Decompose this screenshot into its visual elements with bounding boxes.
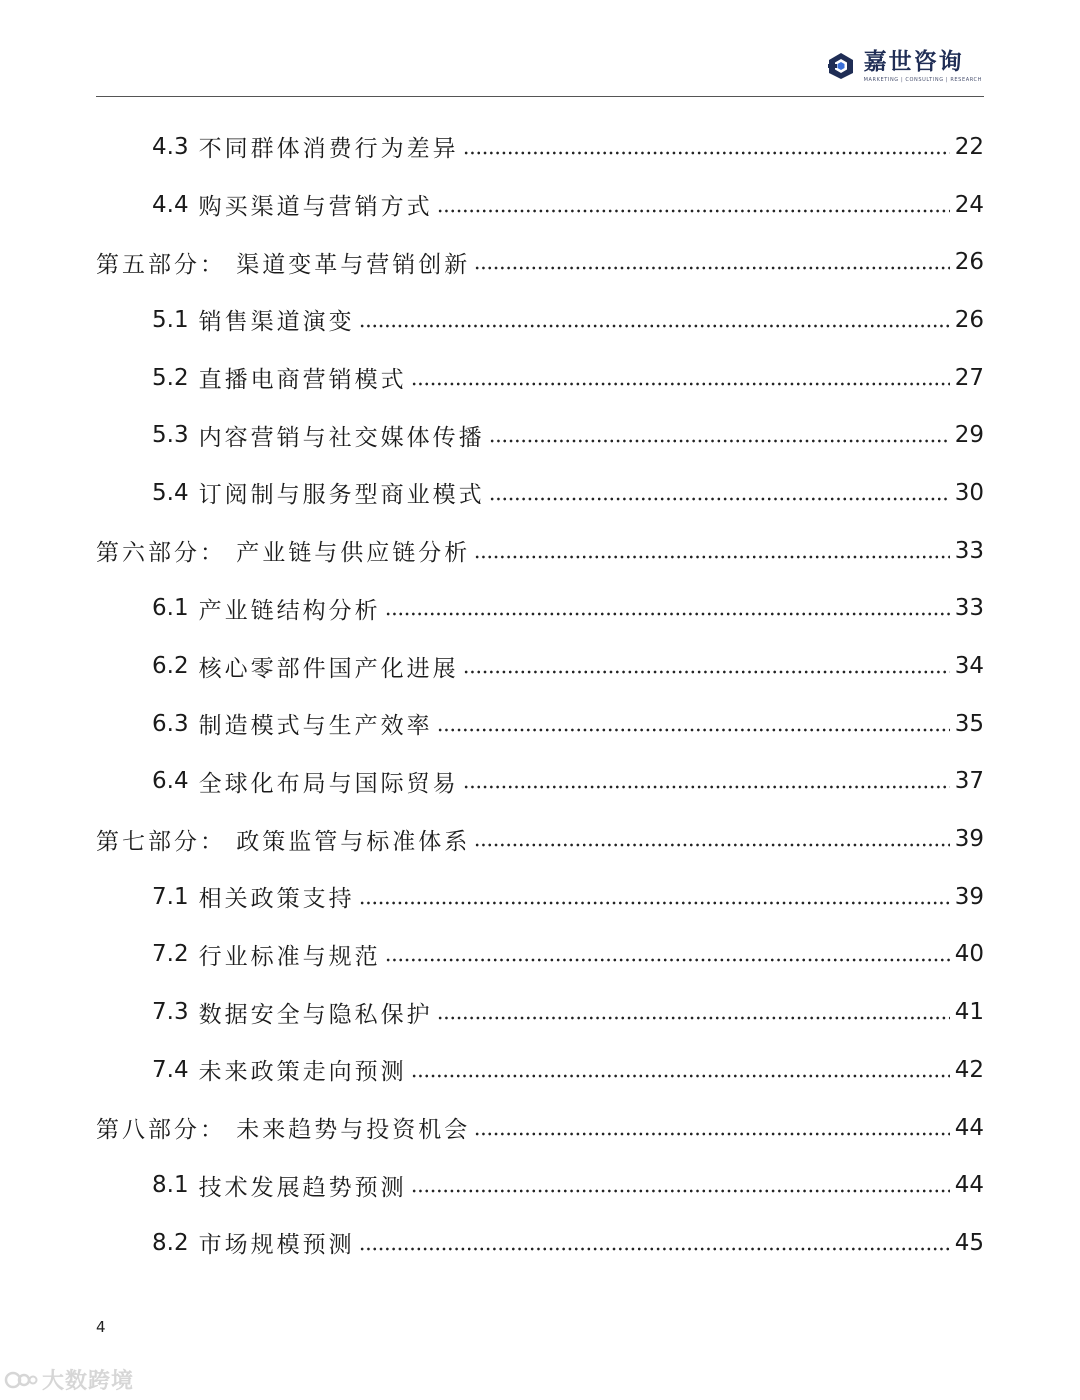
toc-subsection-entry[interactable] bbox=[96, 176, 984, 234]
toc-entry-number: 7.3 bbox=[152, 999, 189, 1026]
toc-subsection-entry[interactable] bbox=[96, 118, 984, 176]
toc-entry-page: 45 bbox=[954, 1229, 984, 1256]
toc-entry-page: 35 bbox=[954, 710, 984, 737]
toc-entry-number: 7.4 bbox=[152, 1056, 189, 1083]
toc-subsection-entry[interactable] bbox=[96, 983, 984, 1041]
brand-logo bbox=[826, 44, 982, 88]
toc-entry-number: 8.2 bbox=[152, 1229, 189, 1256]
toc-entry-number: 5.1 bbox=[152, 306, 189, 333]
toc-section-entry[interactable] bbox=[96, 1099, 984, 1157]
brand-name: 嘉世咨询 bbox=[863, 49, 964, 75]
toc-dot-leader bbox=[437, 1015, 950, 1021]
toc-entry-title: 市场规模预测 bbox=[198, 1232, 355, 1259]
toc-dot-leader bbox=[474, 554, 950, 560]
toc-entry-number: 6.3 bbox=[152, 710, 189, 737]
toc-entry-page: 26 bbox=[954, 306, 984, 333]
toc-entry-page: 44 bbox=[954, 1172, 984, 1199]
toc-entry-title: 相关政策支持 bbox=[198, 886, 355, 913]
toc-subsection-entry[interactable] bbox=[96, 1214, 984, 1272]
toc-dot-leader bbox=[463, 784, 950, 790]
toc-entry-page: 41 bbox=[954, 999, 984, 1026]
toc-entry-title: 行业标准与规范 bbox=[198, 943, 381, 970]
toc-dot-leader bbox=[474, 265, 950, 271]
cube-logo-icon bbox=[826, 51, 856, 81]
toc-entry-title: 第六部分： 产业链与供应链分析 bbox=[96, 540, 471, 567]
toc-dot-leader bbox=[463, 669, 950, 675]
toc-entry-title: 销售渠道演变 bbox=[198, 309, 355, 336]
toc-entry-number: 6.1 bbox=[152, 595, 189, 622]
toc-dot-leader bbox=[359, 323, 950, 329]
toc-entry-title: 第八部分： 未来趋势与投资机会 bbox=[96, 1117, 471, 1144]
toc-dot-leader bbox=[359, 1246, 950, 1252]
toc-entry-title: 核心零部件国产化进展 bbox=[198, 655, 459, 682]
toc-dot-leader bbox=[411, 1073, 950, 1079]
toc-entry-title: 第五部分： 渠道变革与营销创新 bbox=[96, 251, 471, 278]
toc-subsection-entry[interactable] bbox=[96, 1041, 984, 1099]
toc-entry-title: 不同群体消费行为差异 bbox=[198, 136, 459, 163]
toc-entry-title: 未来政策走向预测 bbox=[198, 1059, 407, 1086]
header-divider bbox=[96, 96, 984, 97]
toc-subsection-entry[interactable] bbox=[96, 349, 984, 407]
toc-subsection-entry[interactable] bbox=[96, 406, 984, 464]
toc-subsection-entry[interactable] bbox=[96, 926, 984, 984]
toc-entry-number: 4.4 bbox=[152, 191, 189, 218]
toc-entry-title: 数据安全与隐私保护 bbox=[198, 1001, 433, 1028]
watermark-logo-icon bbox=[4, 1369, 38, 1391]
toc-entry-page: 33 bbox=[954, 595, 984, 622]
toc-dot-leader bbox=[437, 208, 950, 214]
toc-entry-page: 40 bbox=[954, 941, 984, 968]
toc-section-entry[interactable] bbox=[96, 522, 984, 580]
toc-subsection-entry[interactable] bbox=[96, 580, 984, 638]
toc-entry-page: 22 bbox=[954, 133, 984, 160]
toc-subsection-entry[interactable] bbox=[96, 868, 984, 926]
toc-entry-page: 27 bbox=[954, 364, 984, 391]
toc-dot-leader bbox=[437, 727, 950, 733]
toc-entry-page: 24 bbox=[954, 191, 984, 218]
toc-entry-page: 34 bbox=[954, 653, 984, 680]
toc-entry-number: 5.4 bbox=[152, 479, 189, 506]
toc-entry-title: 第七部分： 政策监管与标准体系 bbox=[96, 828, 471, 855]
toc-dot-leader bbox=[385, 611, 950, 617]
watermark bbox=[4, 1364, 134, 1395]
toc-entry-page: 30 bbox=[954, 479, 984, 506]
toc-entry-number: 4.3 bbox=[152, 133, 189, 160]
toc-entry-title: 产业链结构分析 bbox=[198, 597, 381, 624]
toc-dot-leader bbox=[411, 381, 950, 387]
table-of-contents bbox=[96, 118, 984, 1272]
toc-dot-leader bbox=[474, 842, 950, 848]
toc-entry-page: 26 bbox=[954, 249, 984, 276]
toc-subsection-entry[interactable] bbox=[96, 464, 984, 522]
toc-entry-number: 8.1 bbox=[152, 1172, 189, 1199]
toc-entry-number: 5.2 bbox=[152, 364, 189, 391]
toc-subsection-entry[interactable] bbox=[96, 753, 984, 811]
toc-subsection-entry[interactable] bbox=[96, 1156, 984, 1214]
toc-entry-number: 7.1 bbox=[152, 883, 189, 910]
toc-entry-page: 29 bbox=[954, 422, 984, 449]
toc-entry-title: 全球化布局与国际贸易 bbox=[198, 770, 459, 797]
toc-entry-title: 内容营销与社交媒体传播 bbox=[198, 424, 485, 451]
toc-dot-leader bbox=[463, 150, 950, 156]
toc-dot-leader bbox=[474, 1131, 950, 1137]
toc-section-entry[interactable] bbox=[96, 810, 984, 868]
toc-entry-title: 直播电商营销模式 bbox=[198, 367, 407, 394]
brand-tagline: MARKETING | CONSULTING | RESEARCH bbox=[863, 77, 982, 83]
toc-entry-number: 5.3 bbox=[152, 422, 189, 449]
page-number: 4 bbox=[96, 1318, 106, 1336]
toc-entry-page: 42 bbox=[954, 1056, 984, 1083]
toc-entry-number: 7.2 bbox=[152, 941, 189, 968]
toc-subsection-entry[interactable] bbox=[96, 637, 984, 695]
toc-dot-leader bbox=[489, 496, 950, 502]
toc-subsection-entry[interactable] bbox=[96, 291, 984, 349]
toc-entry-title: 购买渠道与营销方式 bbox=[198, 194, 433, 221]
toc-section-entry[interactable] bbox=[96, 233, 984, 291]
toc-entry-title: 订阅制与服务型商业模式 bbox=[198, 482, 485, 509]
toc-entry-page: 39 bbox=[954, 826, 984, 853]
toc-dot-leader bbox=[411, 1188, 950, 1194]
toc-dot-leader bbox=[385, 957, 950, 963]
toc-entry-title: 制造模式与生产效率 bbox=[198, 713, 433, 740]
toc-entry-page: 37 bbox=[954, 768, 984, 795]
toc-entry-page: 44 bbox=[954, 1114, 984, 1141]
toc-entry-title: 技术发展趋势预测 bbox=[198, 1174, 407, 1201]
toc-dot-leader bbox=[489, 438, 950, 444]
toc-entry-number: 6.4 bbox=[152, 768, 189, 795]
toc-entry-page: 33 bbox=[954, 537, 984, 564]
toc-subsection-entry[interactable] bbox=[96, 695, 984, 753]
toc-entry-number: 6.2 bbox=[152, 653, 189, 680]
toc-entry-page: 39 bbox=[954, 883, 984, 910]
watermark-text: 大数跨境 bbox=[42, 1369, 135, 1394]
toc-dot-leader bbox=[359, 900, 950, 906]
